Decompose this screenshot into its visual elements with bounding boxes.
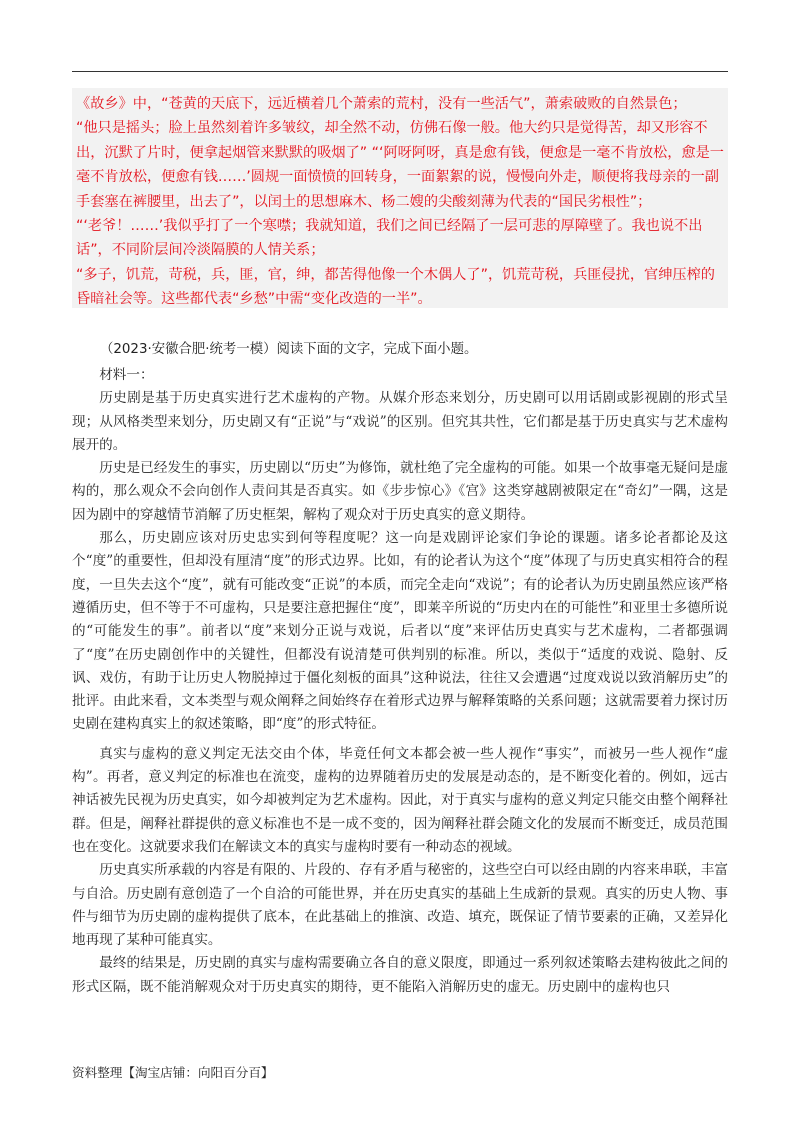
paragraph: 历史真实所承载的内容是有限的、片段的、存有矛盾与秘密的，这些空白可以经由剧的内容来串联，丰富与自洽。历史剧有意创造了一个自洽的可能世界，并在历史真实的基础上生成新的景观。真实的历史人物、事件与细节为历史剧的虚构提供了底本，在此基础上的推演、改造、填充，既保证了情节要素的正确，又差异化地再现了某种可能真实。 (72, 862, 728, 949)
paragraph: 最终的结果是，历史剧的真实与虚构需要确立各自的意义限度，即通过一系列叙述策略去建构彼此之间的形式区隔，既不能消解观众对于历史真实的期待，更不能陷入消解历史的虚无。历史剧中的虚构也只 (72, 955, 728, 995)
answer-line: “‘老爷！……’我似乎打了一个寒噤；我就知道，我们之间已经隔了一层可悲的厚障壁了。我也说不出话”，不同阶层间冷淡隔膜的人情关系； (76, 218, 703, 259)
paragraph: 那么，历史剧应该对历史忠实到何等程度呢？这一向是戏剧评论家们争论的课题。诸多论者都论及这个“度”的重要性，但却没有厘清“度”的形式边界。比如，有的论者认为这个“度”体现了与历史真实相符合的程度，一旦失去这个“度”，就有可能改变“正说”的本质，而完全走向“戏说”；有的论者认为历史剧虽然应该严格遵循历史，但不等于不可虚构，只是要注意把握住“度”，即莱辛所说的“历史内在的可能性”和亚里士多德所说的“可能发生的事”。前者以“度”来划分正说与戏说，后者以“度”来评估历史真实与艺术虚构，二者都强调了“度”在历史剧创作中的关键性，但都没有说清楚可供判别的标准。所以，类似于“适度的戏说、隐射、反讽、戏仿，有助于让历史人物脱掉过于僵化刻板的面具”这种说法，往往又会遭遇“过度戏说以致消解历史”的批评。由此来看，文本类型与观众阐释之间始终存在着形式边界与解释策略的关系问题；这就需要着力探讨历史剧在建构真实上的叙述策略，即“度”的形式特征。 (72, 530, 728, 733)
answer-line: “他只是摇头；脸上虽然刻着许多皱纹，却全然不动，仿佛石像一般。他大约只是觉得苦，却又形容不出，沉默了片时，便拿起烟管来默默的吸烟了” “‘阿呀阿呀，真是愈有钱，便愈是一毫不肯放松，愈是一毫不肯放松，便愈有钱……’圆规一面愤愤的回转身，一面絮絮的说，慢慢向外走，顺便将我母亲的一副手套塞在裤腰里，出去了”，以闰土的思想麻木、杨二嫂的尖酸刻薄为代表的“国民劣根性”； (76, 120, 724, 210)
answer-line: 《故乡》中，“苍黄的天底下，远近横着几个萧索的荒村，没有一些活气”，萧索破败的自然景色； (76, 96, 687, 112)
reading-material (72, 364, 728, 999)
paragraph: 历史剧是基于历史真实进行艺术虚构的产物。从媒介形态来划分，历史剧可以用话剧或影视剧的形式呈现；从风格类型来划分，历史剧又有“正说”与“戏说”的区别。但究其共性，它们都是基于历史真实与艺术虚构展开的。 (72, 390, 728, 453)
material-label: 材料一： (99, 367, 154, 383)
question-source: （2023·安徽合肥·统考一模）阅读下面的文字，完成下面小题。 (100, 342, 478, 357)
paragraph: 历史是已经发生的事实，历史剧以“历史”为修饰，就杜绝了完全虚构的可能。如果一个故事毫无疑问是虚构的，那么观众不会向创作人责问其是否真实。如《步步惊心》《宫》这类穿越剧被限定在“奇幻”一隅，这是因为剧中的穿越情节消解了历史框架，解构了观众对于历史真实的意义期待。 (72, 460, 728, 523)
answer-highlight-box (72, 88, 728, 308)
header-rule (72, 71, 728, 72)
footer-note: 资料整理【淘宝店铺：向阳百分百】 (72, 1065, 274, 1080)
answer-line: “多子，饥荒，苛税，兵，匪，官，绅，都苦得他像一个木偶人了”，饥荒苛税，兵匪侵扰，官绅压榨的昏暗社会等。这些都代表“乡愁”中需“变化改造的一半”。 (76, 266, 715, 308)
paragraph: 真实与虚构的意义判定无法交由个体，毕竟任何文本都会被一些人视作“事实”，而被另一些人视作“虚构”。再者，意义判定的标准也在流变，虚构的边界随着历史的发展是动态的，是不断变化着的。例如，远古神话被先民视为历史真实，如今却被判定为艺术虚构。因此，对于真实与虚构的意义判定只能交由整个阐释社群。但是，阐释社群提供的意义标准也不是一成不变的，因为阐释社群会随文化的发展而不断变迁，成员范围也在变化。这就要求我们在解读文本的真实与虚构时要有一种动态的视域。 (72, 745, 728, 855)
